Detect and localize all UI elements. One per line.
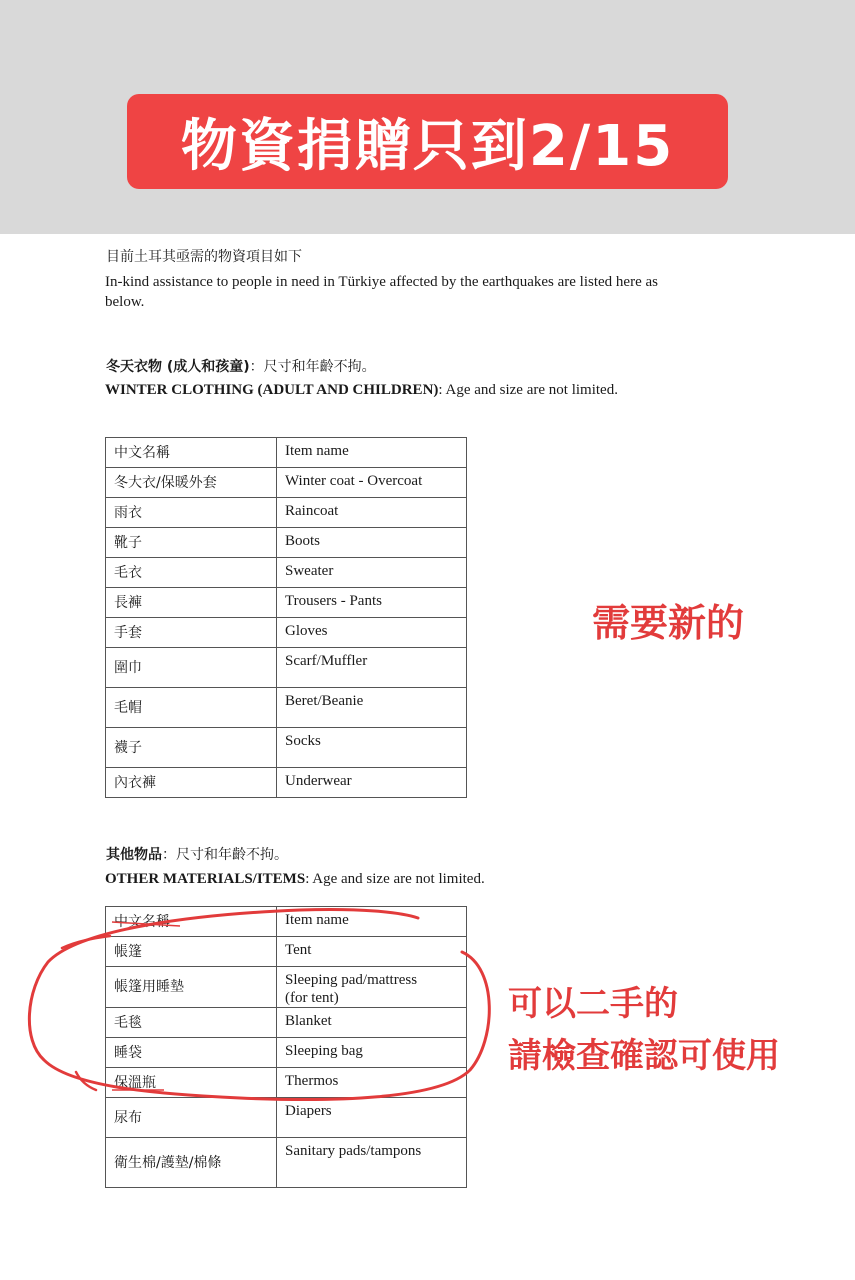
header-zh: 中文名稱 — [106, 438, 277, 468]
item-en: Raincoat — [277, 498, 467, 528]
item-zh: 保溫瓶 — [106, 1068, 277, 1098]
item-en: Blanket — [277, 1008, 467, 1038]
item-zh: 毛帽 — [106, 688, 277, 728]
item-en: Gloves — [277, 618, 467, 648]
intro-en-line2: below. — [105, 294, 145, 310]
deadline-banner: 物資捐贈只到2/15 — [127, 94, 728, 189]
section1-en-heading — [105, 380, 618, 400]
intro-zh: 目前土耳其亟需的物資項目如下 — [106, 249, 302, 265]
table-row — [106, 1008, 467, 1038]
table-row — [106, 937, 467, 967]
header-en: Item name — [277, 907, 467, 937]
table-row — [106, 528, 467, 558]
section1-en-title: WINTER CLOTHING (ADULT AND CHILDREN) — [105, 382, 439, 398]
item-en: Winter coat - Overcoat — [277, 468, 467, 498]
item-en: Thermos — [277, 1068, 467, 1098]
item-zh: 長褲 — [106, 588, 277, 618]
item-en: Scarf/Muffler — [277, 648, 467, 688]
annotation-new-required: 需要新的 — [592, 601, 745, 645]
annotation-check-usable: 請檢查確認可使用 — [508, 1036, 780, 1076]
section1-en-note: : Age and size are not limited. — [438, 382, 618, 398]
section2-en-title: OTHER MATERIALS/ITEMS — [105, 871, 306, 887]
table-row — [106, 648, 467, 688]
table-row — [106, 618, 467, 648]
item-en: Sweater — [277, 558, 467, 588]
other-items-table — [105, 906, 467, 1188]
item-zh: 雨衣 — [106, 498, 277, 528]
item-zh: 尿布 — [106, 1098, 277, 1138]
table-header-row — [106, 907, 467, 937]
item-en: Sleeping bag — [277, 1038, 467, 1068]
table-row — [106, 498, 467, 528]
item-en: Boots — [277, 528, 467, 558]
table-row — [106, 728, 467, 768]
section2-zh-heading — [106, 845, 288, 865]
item-zh: 手套 — [106, 618, 277, 648]
item-zh: 靴子 — [106, 528, 277, 558]
item-en: Trousers - Pants — [277, 588, 467, 618]
item-zh: 毛毯 — [106, 1008, 277, 1038]
table-row — [106, 1098, 467, 1138]
table-row — [106, 558, 467, 588]
table-row — [106, 588, 467, 618]
header-en: Item name — [277, 438, 467, 468]
item-zh: 冬大衣/保暖外套 — [106, 468, 277, 498]
table-row — [106, 468, 467, 498]
item-zh: 內衣褲 — [106, 768, 277, 798]
section2-en-heading — [105, 869, 485, 889]
item-en: Socks — [277, 728, 467, 768]
intro-en-line1: In-kind assistance to people in need in Türkiye affected by the earthquakes are listed here as — [105, 274, 658, 290]
table-row — [106, 967, 467, 1008]
item-zh: 襪子 — [106, 728, 277, 768]
item-en — [277, 967, 467, 1008]
item-en: Underwear — [277, 768, 467, 798]
item-en: Tent — [277, 937, 467, 967]
item-en: Diapers — [277, 1098, 467, 1138]
section1-zh-note: ：尺寸和年齡不拘。 — [249, 359, 376, 375]
item-en-line1: Sleeping pad/mattress — [285, 972, 418, 988]
item-en: Beret/Beanie — [277, 688, 467, 728]
table-row — [106, 1138, 467, 1188]
table-row — [106, 1038, 467, 1068]
table-row — [106, 1068, 467, 1098]
table-header-row — [106, 438, 467, 468]
item-en-line2: (for tent) — [285, 990, 339, 1006]
section1-zh-title: 冬天衣物 (成人和孩童) — [106, 359, 250, 375]
annotation-secondhand-ok: 可以二手的 — [508, 984, 678, 1024]
section2-zh-note: ：尺寸和年齡不拘。 — [162, 847, 288, 863]
section1-zh-heading — [106, 357, 376, 377]
item-zh: 衛生棉/護墊/棉條 — [106, 1138, 277, 1188]
item-zh: 睡袋 — [106, 1038, 277, 1068]
section2-zh-title: 其他物品 — [106, 847, 162, 863]
item-zh: 帳篷用睡墊 — [106, 967, 277, 1008]
item-zh: 圍巾 — [106, 648, 277, 688]
winter-clothing-table — [105, 437, 467, 798]
table-row — [106, 768, 467, 798]
table-row — [106, 688, 467, 728]
header-zh: 中文名稱 — [106, 907, 277, 937]
item-zh: 毛衣 — [106, 558, 277, 588]
section2-en-note: : Age and size are not limited. — [305, 871, 485, 887]
item-en: Sanitary pads/tampons — [277, 1138, 467, 1188]
item-zh: 帳篷 — [106, 937, 277, 967]
